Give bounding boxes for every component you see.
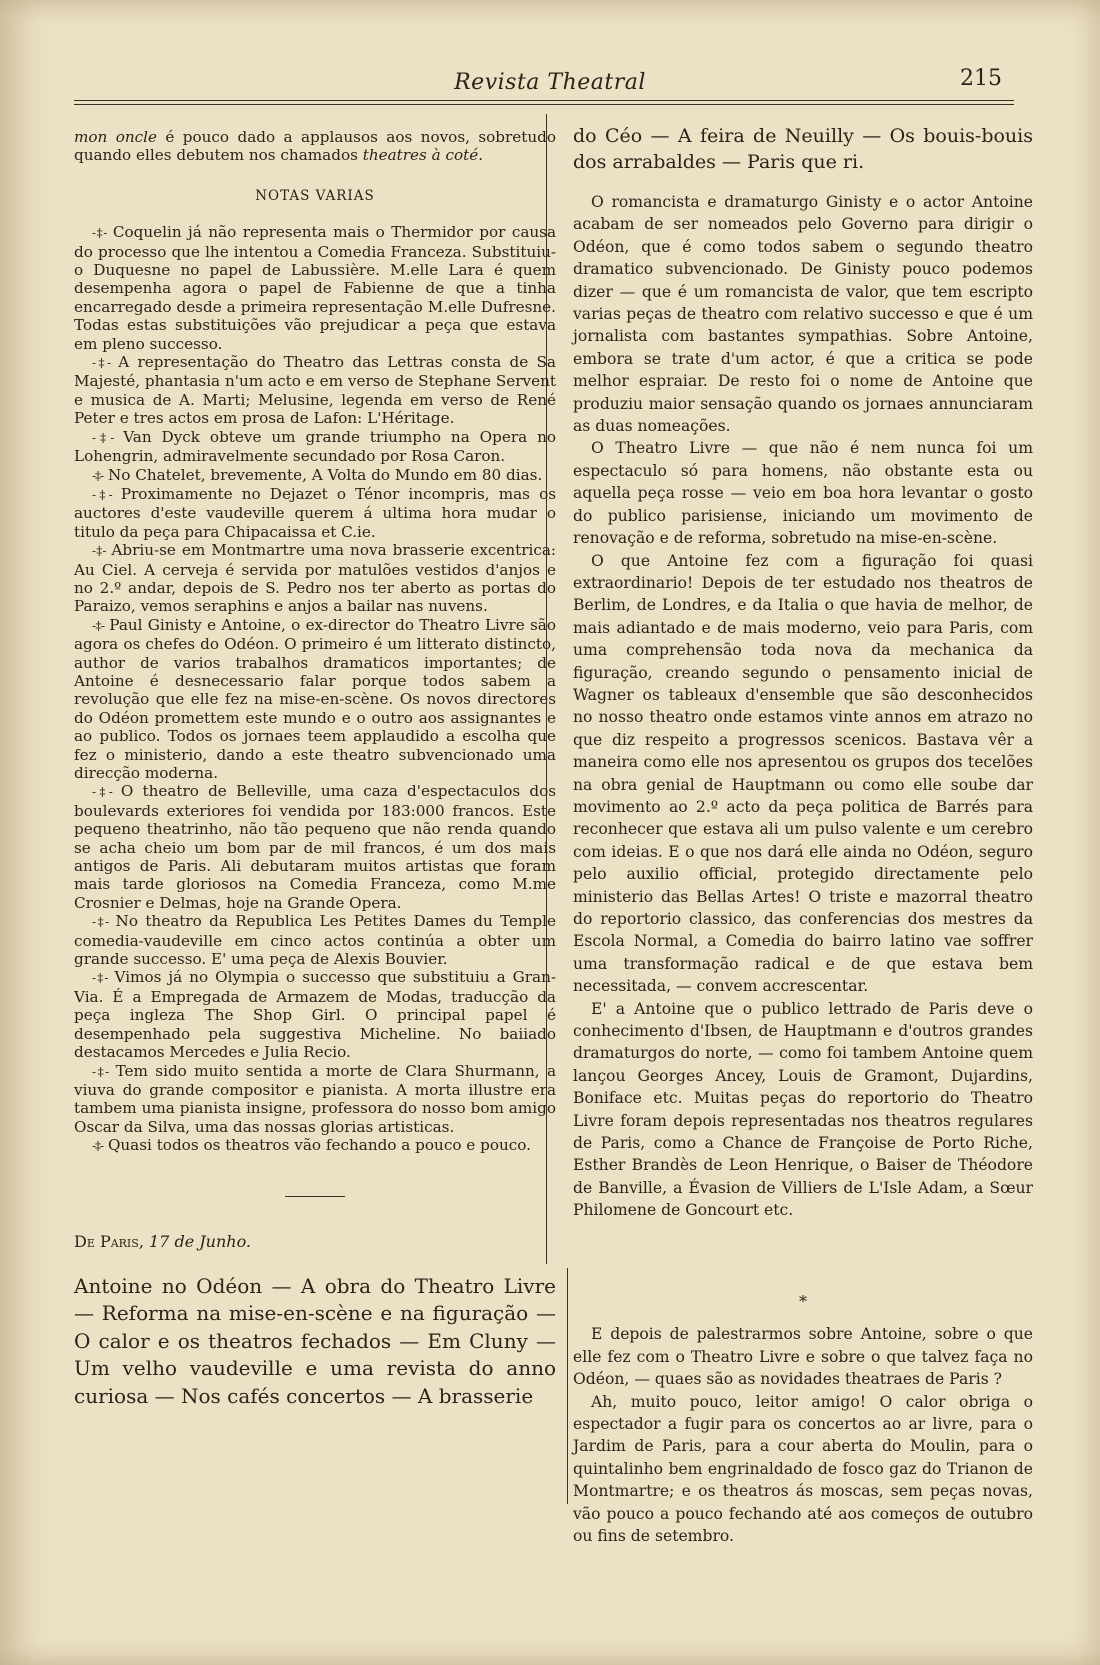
note-item: -‡- No theatro da Republica Les Petites Dames du Temple comedia-vaudeville em cinco actos continúa a obter um grande successo. E' uma peça de Alexis Bouvier. [74, 912, 556, 969]
section-divider [285, 1196, 345, 1197]
dateline-place: De Paris, [74, 1231, 144, 1251]
summary-continuation: do Céo — A feira de Neuilly — Os bouis-bouis dos arrabaldes — Paris que ri. [573, 125, 1033, 173]
note-marker: -‡- [92, 915, 109, 930]
intro-emphasis: mon oncle [74, 128, 157, 146]
left-intro [74, 128, 556, 165]
note-item: -‡- Paul Ginisty e Antoine, o ex-director do Theatro Livre são agora os chefes do Odéon. O primeiro é um litterato distincto, author de varios trabalhos dramaticos importantes; de Antoine é desnecessario falar porque todos sabem a revolução que elle fez na mise-en-scène. Os novos directores do Odéon promettem este mundo e o outro aos assignantes e ao publico. Todos os jornaes teem applaudido a escolha que fez o ministerio, dando a este theatro subvencionado uma direcção moderna. [74, 615, 557, 782]
page-number: 215 [960, 66, 1002, 91]
note-marker: -‡- [92, 430, 114, 445]
note-item: -‡- Van Dyck obteve um grande triumpho na Opera no Lohengrin, admiravelmente secundado por Rosa Caron. [74, 427, 556, 466]
note-item: -‡- A representação do Theatro das Lettras consta de Sa Majesté, phantasia n'um acto e em verso de Stephane Servent e musica de A. Marti; Melusine, legenda em verso de René Peter e tres actos em prosa de Lafon: L'Héritage. [74, 353, 556, 428]
note-marker: -‡- [92, 785, 112, 800]
note-item: -‡- Quasi todos os theatros vão fechando a pouco e pouco. [92, 1136, 531, 1155]
right-closing [573, 1277, 1033, 1547]
note-item: -‡- O theatro de Belleville, uma caza d'espectaculos dos boulevards exteriores foi vendida por 183:000 francos. Este pequeno theatrinho, não tão pequeno que não renda quando se acha cheio um bom par de mil francos, é um dos mais antigos de Paris. Ali debutaram muitos artistas que foram mais tarde gloriosos na Comedia Franceza, como M.me Crosnier e Delmas, hoje na Grande Opera. [74, 782, 557, 912]
note-marker: -‡- [92, 1064, 109, 1079]
left-column [74, 128, 556, 1410]
header-rule-top [74, 100, 1014, 101]
article-summary: Antoine no Odéon — A obra do Theatro Livre — Reforma na mise-en-scène e na figuração — O calor e os theatros fechados — Em Cluny — Um velho vaudeville e uma revista do anno curiosa — Nos cafés concertos — A brasserie [74, 1273, 556, 1408]
note-item: -‡- Vimos já no Olympia o successo que substituiu a Gran-Via. É a Empregada de Armazem de Modas, traducção da peça ingleza The Shop Girl. O principal papel é desempenhado pela suggestiva Micheline. No baiiado destacamos Mercedes e Julia Recio. [74, 968, 557, 1062]
intro-text-b: . [478, 146, 484, 165]
article-paragraph: O que Antoine fez com a figuração foi quasi extraordinario! Depois de ter estudado nos theatros de Berlim, de Londres, e da Italia o que havia de melhor, de mais adiantado e de mais moderno, veio para Paris, com uma comprehensão toda nova da mechanica da figuração, creando segundo o pensamento inicial de Wagner os tableaux d'ensemble que são desconhecidos no nosso theatro onde estamos vinte annos em atrazo no que diz respeito a progressos scenicos. Bastava vêr a maneira como elle nos apresentou os grupos dos tecelões na obra genial de Hauptmann ou como elle soube dar movimento ao 2.º acto da peça politica de Barrés para reconhecer que estava ali um pulso valente e um cerebro com ideias. E o que nos dará elle ainda no Odéon, seguro pelo auxilio official, protegido directamente pelo ministerio das Bellas Artes! O triste e mazorral theatro do reportorio classico, das conferencias dos mestres da Escola Normal, a Comedia do bairro latino vae soffrer uma transformação radical e de que estava bem necessitada, — convem accrescentar. [573, 551, 1033, 996]
note-marker: -‡- [92, 356, 111, 371]
column-divider-bottom [567, 1268, 568, 1504]
running-title: Revista Theatral [454, 70, 646, 95]
note-marker: -‡- [92, 618, 104, 633]
dateline-date: 17 de Junho. [149, 1231, 252, 1251]
note-marker: -‡- [92, 544, 106, 559]
dateline [74, 1233, 556, 1251]
intro-text-a: é pouco dado a applausos aos novos, sobretudo quando elles debutem nos chamados [74, 128, 556, 165]
intro-emphasis-2: theatres à coté [362, 146, 479, 165]
note-marker: -‡- [92, 226, 107, 241]
section-title: NOTAS VARIAS [255, 187, 375, 204]
article-paragraph: O Theatro Livre — que não é nem nunca foi um espectaculo só para homens, não obstante esta ou aquella peça rosse — veio em boa hora levantar o gosto do publico parisiense, iniciando um movimento de renovação e de reforma, sobretudo na mise-en-scène. [573, 439, 1033, 548]
right-column [573, 123, 1033, 1222]
note-item: -‡- Proximamente no Dejazet o Ténor incompris, mas os auctores d'este vaudeville querem á ultima hora mudar o titulo da peça para Chipacaissa et C.ie. [74, 484, 557, 541]
article-paragraph: O romancista e dramaturgo Ginisty e o actor Antoine acabam de ser nomeados pelo Governo para dirigir o Odéon, que é como todos sabem o segundo theatro dramatico subvencionado. De Ginisty pouco podemos dizer — que é um romancista de valor, que tem escripto varias peças de theatro com relativo successo e que é um jornalista com bastantes sympathias. Sobre Antoine, embora se trate d'um actor, é que a critica se pode melhor espraiar. De resto foi o nome de Antoine que produziu maior sensação quando os jornaes annunciaram as duas nomeações. [573, 193, 1033, 436]
article-paragraph: E' a Antoine que o publico lettrado de Paris deve o conhecimento d'Ibsen, de Hauptmann e d'outros grandes dramaturgos do norte, — como foi tambem Antoine quem lançou Georges Ancey, Louis de Gramont, Dujardins, Boniface etc. Muitas peças do reportorio do Theatro Livre foram depois representadas nos theatros regulares de Paris, como a Chance de Françoise de Porto Riche, Esther Brandès de Leon Henrique, o Baiser de Théodore de Banville, a Évasion de Villiers de L'Isle Adam, a Sœur Philomene de Goncourt etc. [573, 999, 1033, 1220]
asterism: * [799, 1292, 807, 1311]
closing-paragraph: Ah, muito pouco, leitor amigo! O calor obriga o espectador a fugir para os concertos ao ar livre, para o Jardim de Paris, para a cour aberta do Moulin, para o quintalinho bem engrinaldado de fosco gaz do Trianon de Montmartre; e os theatros ás moscas, sem peças novas, vão pouco a pouco fechando até aos começos de outubro ou fins de setembro. [573, 1392, 1033, 1546]
note-item: -‡- No Chatelet, brevemente, A Volta do Mundo em 80 dias. [92, 465, 543, 484]
note-marker: -‡- [92, 468, 104, 483]
note-item: -‡- Tem sido muito sentida a morte de Clara Shurmann, a viuva do grande compositor e pianista. A morta illustre era tambem uma pianista insigne, professora do nosso bom amigo Oscar da Silva, uma das nossas glorias artisticas. [74, 1061, 557, 1136]
note-marker: -‡- [92, 487, 112, 502]
note-item: -‡- Abriu-se em Montmartre uma nova brasserie excentrica: Au Ciel. A cerveja é servida por matulões vestidos d'anjos e no 2.º andar, depois de S. Pedro nos ter aberto as portas do Paraizo, vemos seraphins e anjos a bailar nas nuvens. [74, 541, 557, 616]
header-rule-bottom [74, 104, 1014, 105]
note-marker: -‡- [92, 971, 108, 986]
closing-paragraph: E depois de palestrarmos sobre Antoine, sobre o que elle fez com o Theatro Livre e sobre o que talvez faça no Odéon, — quaes são as novidades theatraes de Paris ? [573, 1325, 1033, 1389]
note-marker: -‡- [92, 1139, 104, 1154]
note-item: -‡- Coquelin já não representa mais o Thermidor por causa do processo que lhe intentou a Comedia Franceza. Substituiu-o Duquesne no papel de Labussière. M.elle Lara é quem desempenha agora o papel de Fabienne de que a tinha encarregado desde a primeira representação M.elle Dufresne. Todas estas substituições vão prejudicar a peça que estava em pleno successo. [74, 223, 557, 353]
